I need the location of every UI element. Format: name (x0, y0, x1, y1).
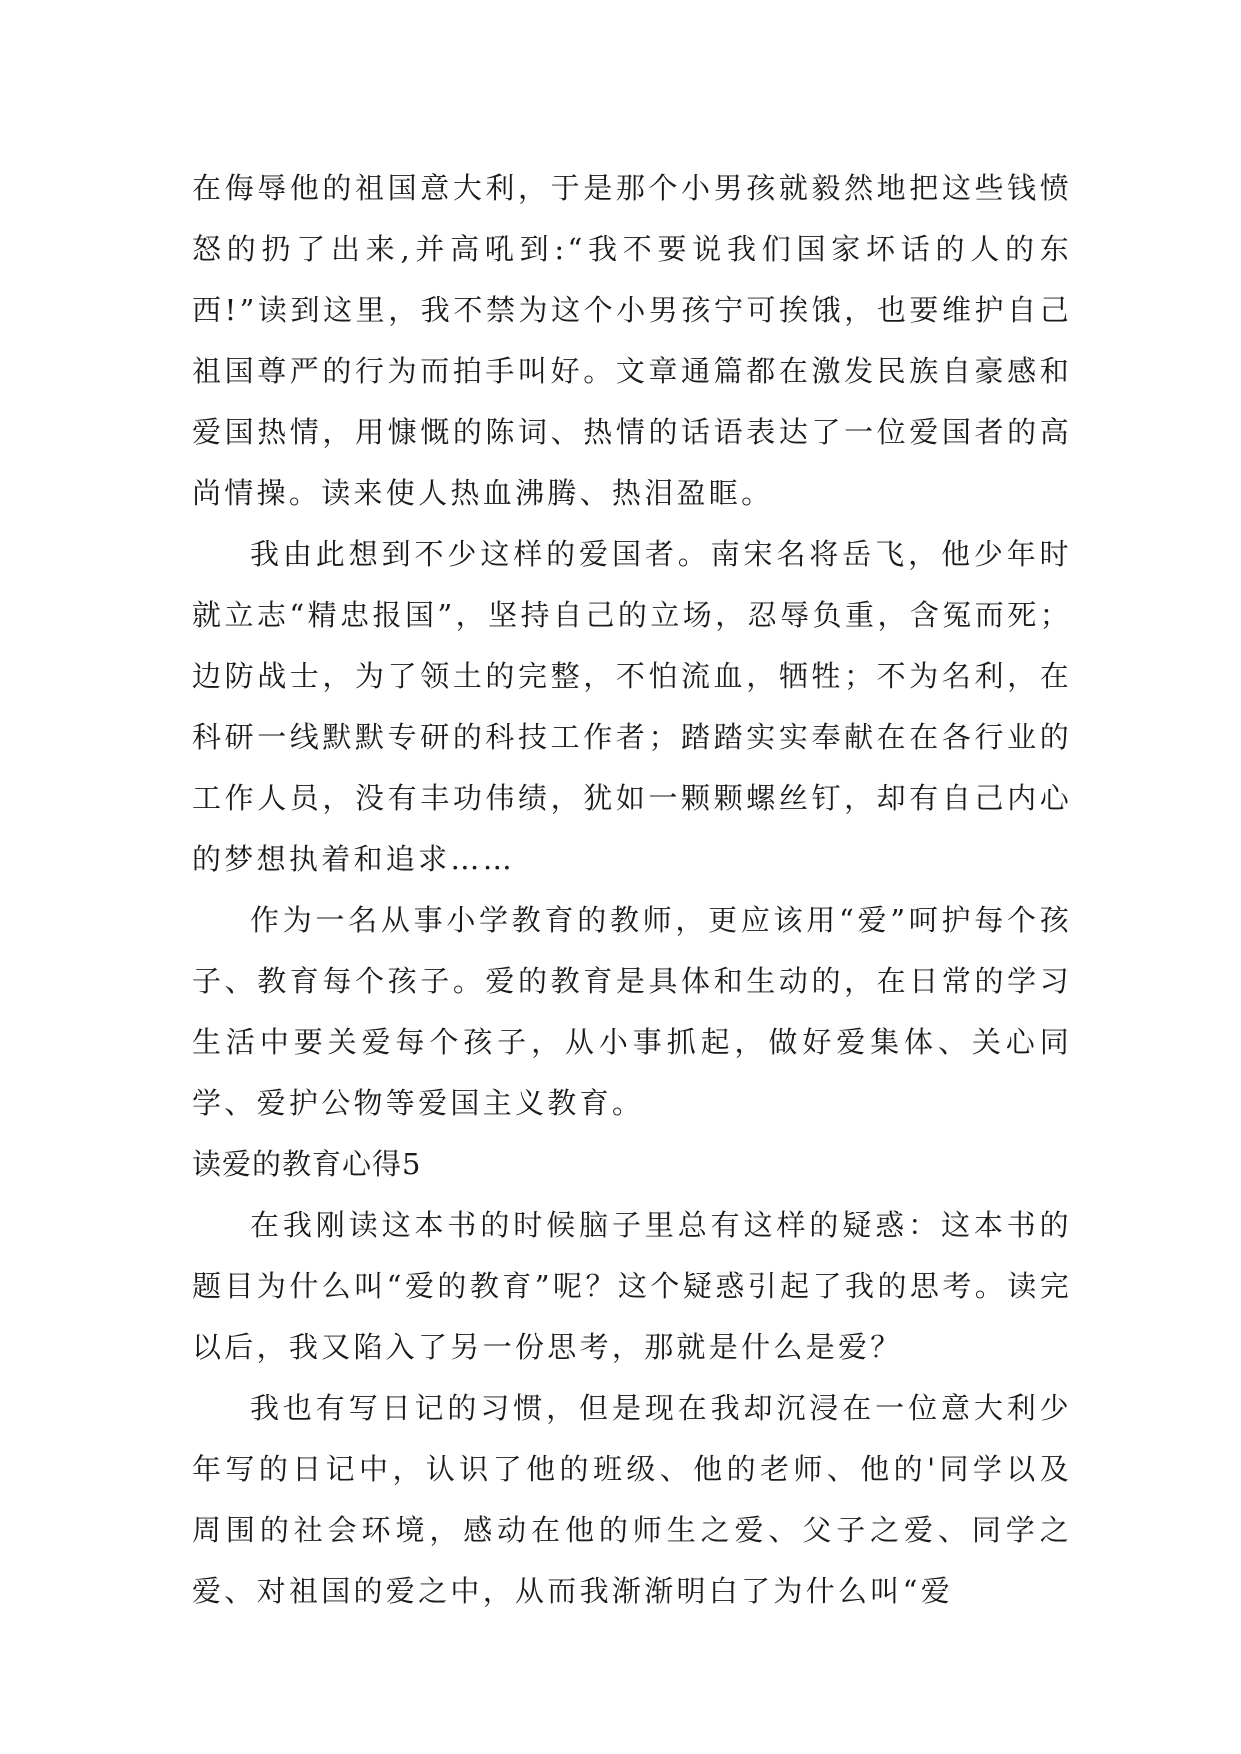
paragraph-4: 在我刚读这本书的时候脑子里总有这样的疑惑：这本书的题目为什么叫“爱的教育”呢？这个疑惑引起了我的思考。读完以后，我又陷入了另一份思考，那就是什么是爱？ (192, 1208, 1072, 1364)
document-body (192, 158, 1072, 1622)
paragraph-2: 我由此想到不少这样的爱国者。南宋名将岳飞，他少年时就立志“精忠报国”，坚持自己的立场，忍辱负重，含冤而死；边防战士，为了领土的完整，不怕流血，牺牲；不为名利，在科研一线默默专研的科技工作者；踏踏实实奉献在在各行业的工作人员，没有丰功伟绩，犹如一颗颗螺丝钉，却有自己内心的梦想执着和追求…… (192, 537, 1072, 876)
section-title: 读爱的教育心得5 (192, 1147, 422, 1181)
paragraph-5: 我也有写日记的习惯，但是现在我却沉浸在一位意大利少年写的日记中，认识了他的班级、他的老师、他的'同学以及周围的社会环境，感动在他的师生之爱、父子之爱、同学之爱、对祖国的爱之中，从而我渐渐明白了为什么叫“爱 (192, 1391, 1072, 1608)
paragraph-3: 作为一名从事小学教育的教师，更应该用“爱”呵护每个孩子、教育每个孩子。爱的教育是具体和生动的，在日常的学习生活中要关爱每个孩子，从小事抓起，做好爱集体、关心同学、爱护公物等爱国主义教育。 (192, 903, 1072, 1120)
paragraph-1: 在侮辱他的祖国意大利，于是那个小男孩就毅然地把这些钱愤怒的扔了出来,并高吼到:“我不要说我们国家坏话的人的东西!”读到这里，我不禁为这个小男孩宁可挨饿，也要维护自己祖国尊严的行为而拍手叫好。文章通篇都在激发民族自豪感和爱国热情，用慷慨的陈词、热情的话语表达了一位爱国者的高尚情操。读来使人热血沸腾、热泪盈眶。 (192, 171, 1072, 510)
